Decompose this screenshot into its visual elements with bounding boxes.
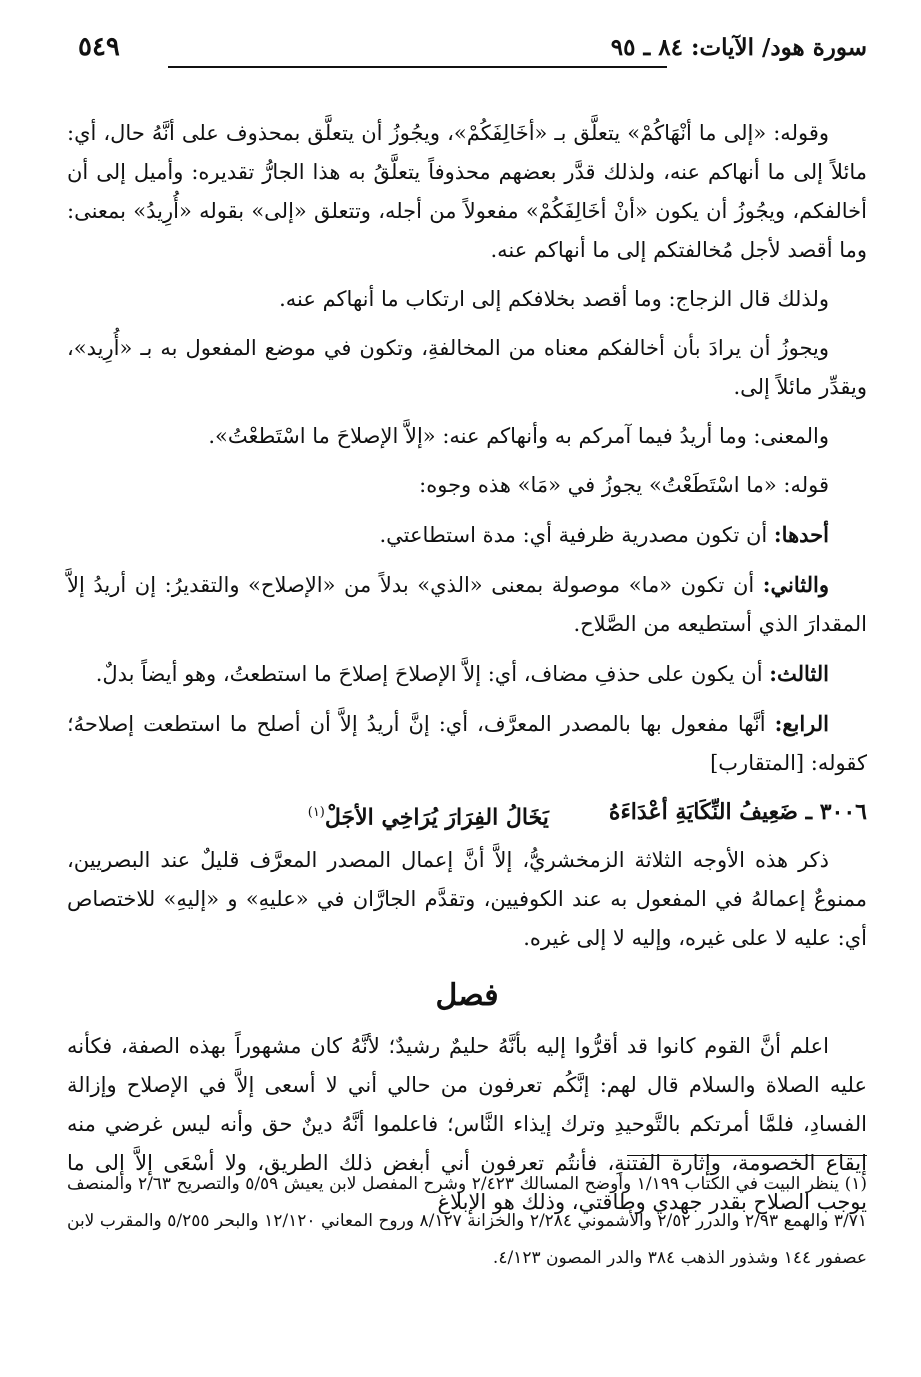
verse-hemistich: ضَعِيفُ النِّكَايَةِ أعْدَاءَهُ [608,799,798,825]
paragraph [67,114,867,270]
item-label: الثالث: [769,661,829,686]
paragraph [67,515,867,555]
paragraph-text: ويجوزُ أن يرادَ بأن أخالفكم معناه من المخالفةِ، وتكون في موضع المفعول به بـ «أُرِيد»، ويقدِّر مائلاً إلى. [67,336,867,399]
paragraph-text: والمعنى: وما أريدُ فيما آمركم به وأنهاكم عنه: «إلاَّ الإصلاحَ ما اسْتَطعْتُ». [208,424,829,448]
paragraph-text: أنَّها مفعول بها بالمصدر المعرَّف، أي: إنَّ أريدُ إلاَّ أن أصلح ما استطعت إصلاحهُ؛ كقوله: [المتقارب] [67,712,867,775]
paragraph-text: وقوله: «إلى ما أنْهَاكُمْ» يتعلَّق بـ «أخَالِفَكُمْ»، ويجُوزُ أن يتعلَّق بمحذوف على أنَّهُ حال، أي: مائلاً إلى ما أنهاكم عنه، ولذلك قدَّر بعضهم محذوفاً يتعلَّقُ به هذا الجارُّ تقديره: وأميل إلى أن أخالفكم، ويجُوزُ أن يكون «أنْ أخَالِفَكُمْ» مفعولاً من أجله، وتتعلق «إلى» بقوله «أُرِيدُ» بمعنى: وما أقصد لأجل مُخالفتكم إلى ما أنهاكم عنه. [67,121,867,262]
paragraph-text: أن يكون على حذفِ مضاف، أي: إلاَّ الإصلاحَ إصلاحَ ما استطعتُ، وهو أيضاً بدلٌ. [95,662,770,686]
paragraph [67,704,867,783]
page-header [78,26,867,70]
footnote-rule [627,1155,867,1156]
verse-second-half [308,793,549,837]
verse-first-half [609,793,867,837]
paragraph-text: قوله: «ما اسْتَطَعْتُ» يجوزُ في «مَا» هذه وجوه: [419,473,829,497]
paragraph [67,280,867,319]
footnote-ref[interactable]: (١) [307,805,325,820]
paragraph [67,466,867,505]
header-rule [168,66,667,68]
poetry-verse [67,793,867,837]
paragraph-text: ولذلك قال الزجاج: وما أقصد بخلافكم إلى ارتكاب ما أنهاكم عنه. [279,287,829,311]
paragraph [67,417,867,456]
paragraph [67,329,867,407]
paragraph-text: أن تكون مصدرية ظرفية أي: مدة استطاعتي. [379,523,774,547]
running-title: سورة هود/ الآيات: ٨٤ ـ ٩٥ [610,34,867,61]
item-label: أحدها: [773,522,829,547]
paragraph [67,654,867,694]
page-number: ٥٤٩ [78,32,120,62]
paragraph [67,841,867,958]
footnote: (١) ينظر البيت في الكتاب ١/١٩٩ وأوضح المسالك ٢/٤٢٣ وشرح المفصل لابن يعيش ٥/٥٩ والتصريح ٢/٦٣ والمنصف ٣/٧١ والهمع ٢/٩٣ والدرر ٢/٥٢ والأشموني ٢/٢٨٤ والخزانة ٨/١٢٧ وروح المعاني ١٢/١٢٠ والبحر ٥/٢٥٥ والمقرب لابن عصفور ١٤٤ وشذور الذهب ٣٨٤ والدر المصون ٤/١٢٣. [67,1174,868,1268]
item-label: الرابع: [774,711,829,736]
paragraph-text: ذكر هذه الأوجه الثلاثة الزمخشريُّ، إلاَّ أنَّ إعمال المصدر المعرَّف قليلٌ عند البصريين، ممنوعٌ إعمالهُ في المفعول به عند الكوفيين، وتقدَّم الجارَّان في «عليهِ» و «إليهِ» للاختصاص أي: عليه لا على غيره، وإليه لا إلى غيره. [67,848,867,951]
item-label: والثاني: [762,572,829,597]
verse-hemistich: يَخَالُ الفِرَارَ يُرَاخِي الأجَلْ [324,804,549,831]
section-heading: فصل [435,978,499,1014]
paragraph-text: أن تكون «ما» موصولة بمعنى «الذي» بدلاً من «الإصلاح» والتقديرُ: إن أريدُ إلاَّ المقدارَ الذي أستطيعه من الصَّلاح. [67,573,867,636]
main-text [67,114,867,1232]
paragraph-text: اعلم أنَّ القوم كانوا قد أقرُّوا إليه بأنَّهُ حليمٌ رشيدٌ؛ لأنَّهُ كان مشهوراً بهذه الصفة، فكأنه عليه الصلاة والسلام قال لهم: إنَّكُم تعرفون من حالي أني لا أسعى إلاَّ في الإصلاح وإزالة الفسادِ، فلمَّا أمرتكم بالتَّوحيدِ وترك إيذاء النَّاس؛ فاعلموا أنَّهُ دينٌ حق وأنه ليس غرضي منه إيقاع الخصومة، وإثارة الفتنةِ، فأنتُم تعرفون أني أبغض ذلك الطريق، ولا أسْعَى إلاَّ إلى ما يوجب الصلاح بقدر جهدي وطاقتي، وذلك هو الإبلاغ [67,1034,867,1215]
paragraph [67,565,867,644]
verse-number: ٣٠٠٦ ـ [805,799,867,825]
